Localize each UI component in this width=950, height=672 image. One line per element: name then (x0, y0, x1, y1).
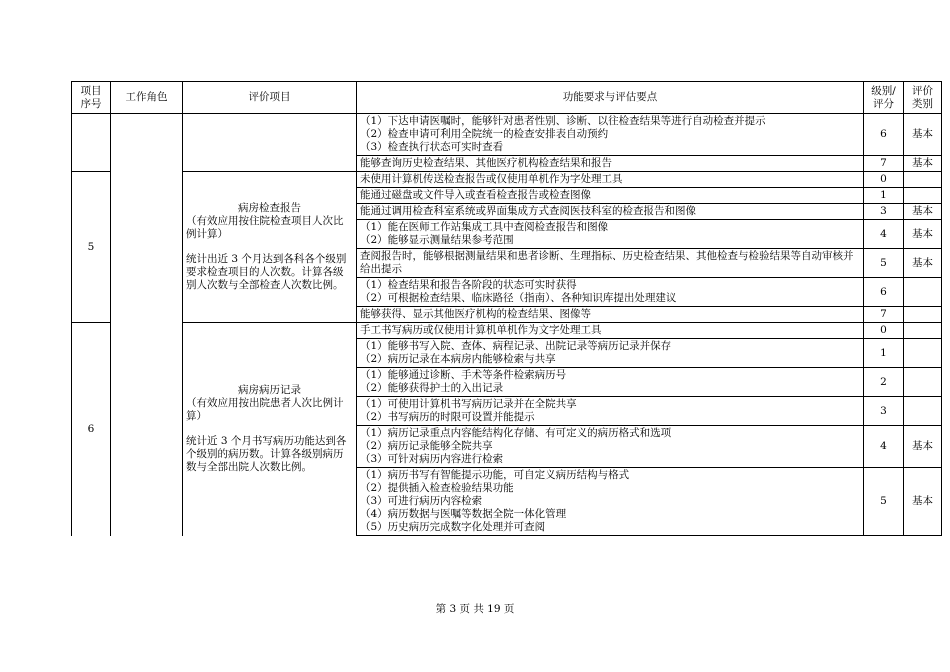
level-cell: 6 (864, 114, 904, 156)
level-cell: 3 (864, 397, 904, 426)
category-cell: 基本 (904, 426, 942, 468)
table-row (72, 172, 942, 188)
category-cell: 基本 (904, 220, 942, 249)
category-cell (904, 397, 942, 426)
requirement-line: （3）可进行病历内容检索 (360, 495, 483, 507)
requirement-line: 能够查询历史检查结果、其他医疗机构检查结果和报告 (360, 157, 612, 169)
item-title: 病房检查报告 (238, 202, 301, 214)
category-cell: 基本 (904, 114, 942, 156)
requirement-line: （2）病历记录在本病房内能够检索与共享 (360, 353, 556, 365)
requirement-cell (357, 278, 864, 307)
header-level: 级别/ 评分 (864, 82, 904, 114)
category-cell (904, 278, 942, 307)
table-row (72, 114, 942, 156)
requirement-line: （1）能够通过诊断、手术等条件检索病历号 (360, 369, 567, 381)
evaluation-item-cell (183, 323, 357, 536)
item-statistics: 统计近 3 个月书写病历功能达到各个级别的病历数。计算各级别病历数与全部出院人次数比例。 (186, 435, 347, 474)
requirement-line: 手工书写病历或仅使用计算机单机作为文字处理工具 (360, 324, 602, 336)
requirement-line: （2）病历记录能够全院共享 (360, 440, 493, 452)
level-cell: 4 (864, 426, 904, 468)
requirement-cell (357, 188, 864, 204)
category-cell (904, 323, 942, 339)
level-cell: 6 (864, 278, 904, 307)
requirement-line: （1）能够书写入院、查体、病程记录、出院记录等病历记录并保存 (360, 340, 672, 352)
requirement-cell (357, 114, 864, 156)
requirement-line: （1）下达申请医嘱时，能够针对患者性别、诊断、以往检查结果等进行自动检查并提示 (360, 115, 766, 127)
requirement-cell (357, 249, 864, 278)
requirement-line: （1）检查结果和报告各阶段的状态可实时获得 (360, 279, 577, 291)
level-cell: 1 (864, 339, 904, 368)
level-cell: 4 (864, 220, 904, 249)
requirement-cell (357, 156, 864, 172)
header-requirements: 功能要求与评估要点 (357, 82, 864, 114)
level-cell: 5 (864, 468, 904, 536)
header-row (72, 82, 942, 114)
requirement-line: 能通过磁盘或文件导入或查看检查报告或检查图像 (360, 189, 591, 201)
requirement-cell (357, 468, 864, 536)
category-cell (904, 307, 942, 323)
item-note: （有效应用按出院患者人次比例计算） (186, 397, 344, 423)
no-cell: 6 (72, 323, 111, 536)
requirement-cell (357, 172, 864, 188)
requirement-cell (357, 397, 864, 426)
requirement-line: （4）病历数据与医嘱等数据全院一体化管理 (360, 508, 567, 520)
requirement-cell (357, 339, 864, 368)
header-role: 工作角色 (111, 82, 183, 114)
requirement-cell (357, 220, 864, 249)
requirement-line: （5）历史病历完成数字化处理并可查阅 (360, 521, 546, 533)
level-cell: 7 (864, 156, 904, 172)
requirement-line: 能通过调用检查科室系统或界面集成方式查阅医技科室的检查报告和图像 (360, 205, 696, 217)
level-cell: 2 (864, 368, 904, 397)
category-cell: 基本 (904, 249, 942, 278)
requirement-line: （2）可根据检查结果、临床路径（指南）、各种知识库提出处理建议 (360, 292, 677, 304)
category-cell (904, 368, 942, 397)
requirement-line: （1）病历书写有智能提示功能，可自定义病历结构与格式 (360, 469, 630, 481)
requirement-line: （1）可使用计算机书写病历记录并在全院共享 (360, 398, 577, 410)
requirement-line: （2）能够获得护士的入出记录 (360, 382, 504, 394)
requirement-line: （2）提供插入检查检验结果功能 (360, 482, 514, 494)
header-category: 评价 类别 (904, 82, 942, 114)
item-statistics: 统计出近 3 个月达到各科各个级别要求检查项目的人次数。计算各级别人次数与全部检查人次数比例。 (186, 253, 347, 291)
requirement-cell (357, 204, 864, 220)
category-cell: 基本 (904, 156, 942, 172)
level-cell: 3 (864, 204, 904, 220)
category-cell: 基本 (904, 204, 942, 220)
level-cell: 5 (864, 249, 904, 278)
requirement-line: 查阅报告时，能够根据测量结果和患者诊断、生理指标、历史检查结果、其他检查与检验结果等自动审核并给出提示 (360, 250, 854, 275)
header-item: 评价项目 (183, 82, 357, 114)
requirement-line: （2）能够显示测量结果参考范围 (360, 234, 514, 246)
item-note: （有效应用按住院检查项目人次比例计算） (186, 215, 344, 240)
category-cell (904, 339, 942, 368)
requirement-line: 未使用计算机传送检查报告或仅使用单机作为字处理工具 (360, 173, 623, 185)
requirement-line: （2）检查申请可利用全院统一的检查安排表自动预约 (360, 128, 609, 140)
evaluation-item-cell (183, 114, 357, 172)
requirement-cell (357, 368, 864, 397)
level-cell: 1 (864, 188, 904, 204)
requirement-line: （2）书写病历的时限可设置并能提示 (360, 411, 535, 423)
evaluation-item-cell (183, 172, 357, 323)
category-cell (904, 172, 942, 188)
requirement-line: 能够获得、显示其他医疗机构的检查结果、图像等 (360, 308, 591, 320)
category-cell: 基本 (904, 468, 942, 536)
no-cell: 5 (72, 172, 111, 323)
level-cell: 0 (864, 323, 904, 339)
no-cell (72, 114, 111, 172)
header-no: 项目 序号 (72, 82, 111, 114)
item-title: 病房病历记录 (238, 384, 301, 397)
level-cell: 0 (864, 172, 904, 188)
requirement-cell (357, 426, 864, 468)
table-row (72, 323, 942, 339)
evaluation-table (71, 81, 942, 536)
requirement-line: （3）检查执行状态可实时查看 (360, 141, 504, 153)
requirement-line: （1）能在医师工作站集成工具中查阅检查报告和图像 (360, 221, 609, 233)
requirement-line: （3）可针对病历内容进行检索 (360, 453, 504, 465)
role-cell (111, 114, 183, 536)
level-cell: 7 (864, 307, 904, 323)
page-footer: 第 3 页 共 19 页 (435, 603, 515, 615)
requirement-cell (357, 307, 864, 323)
requirement-cell (357, 323, 864, 339)
requirement-line: （1）病历记录重点内容能结构化存储、有可定义的病历格式和选项 (360, 427, 672, 439)
category-cell (904, 188, 942, 204)
